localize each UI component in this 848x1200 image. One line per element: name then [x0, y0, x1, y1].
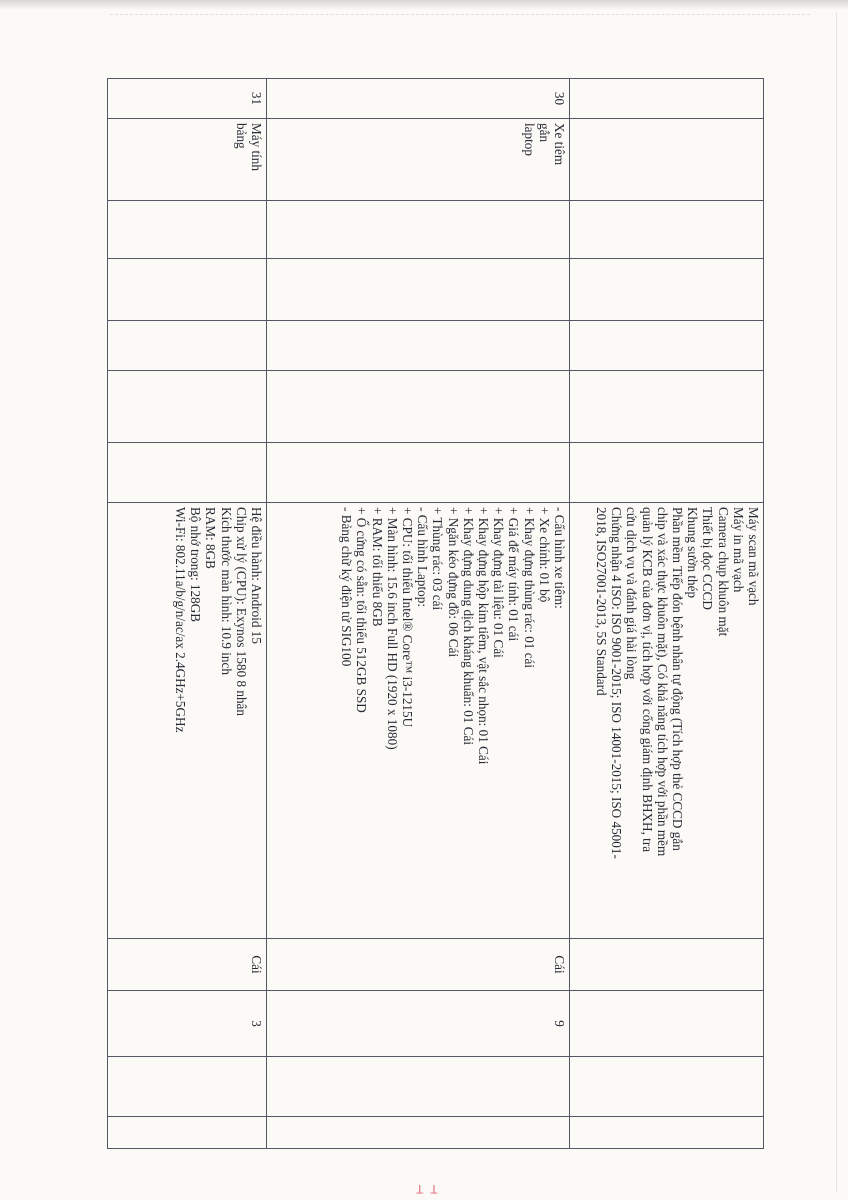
empty-cell	[570, 443, 764, 503]
stt-cell: 31	[108, 79, 267, 119]
description-line: - Bảng chữ ký điện tử SIG100	[339, 507, 355, 667]
unit-cell: Cái	[267, 939, 570, 991]
unit-cell	[570, 939, 764, 991]
description-line: Camera chụp khuôn mặt	[715, 507, 731, 637]
description-cell	[267, 503, 570, 939]
table-row	[570, 79, 764, 1149]
description-line: - Cấu hình xe tiêm:	[552, 507, 567, 609]
description-cell	[108, 503, 267, 939]
description-line: + Ổ cứng có sẵn: tối thiểu 512GB SSD	[354, 507, 370, 713]
stamp-text: T T	[414, 1182, 438, 1196]
empty-cell	[570, 371, 764, 443]
equipment-spec-table	[107, 78, 764, 1149]
empty-cell	[267, 201, 570, 259]
scan-noise-line	[110, 14, 810, 17]
empty-cell	[108, 1117, 267, 1149]
stt-cell	[570, 79, 764, 119]
description-line: + Màn hình: 15.6 inch Full HD (1920 x 1080)	[384, 507, 400, 750]
description-line: Phần mềm Tiếp đón bệnh nhân tự động (Tích hợp thẻ CCCD gắn	[669, 507, 685, 851]
description-line: + Ngăn kéo đựng đồ: 06 Cái	[445, 507, 461, 658]
item-name-line: laptop	[521, 123, 537, 156]
description-line: cứu dịch vụ và đánh giá hài lòng	[624, 507, 640, 680]
empty-cell	[570, 321, 764, 371]
description-line: + RAM: tối thiểu 8GB	[369, 507, 385, 627]
quantity-cell: 9	[267, 991, 570, 1057]
empty-cell	[267, 321, 570, 371]
empty-cell	[267, 1117, 570, 1149]
empty-cell	[570, 1117, 764, 1149]
description-line: + Xe chính: 01 bộ	[536, 507, 552, 603]
empty-cell	[570, 1057, 764, 1117]
table-row	[267, 79, 570, 1149]
description-line: Chứng nhận 4 ISO: ISO 9001-2015; ISO 14001-2015; ISO 45001-	[609, 507, 625, 859]
empty-cell	[570, 259, 764, 321]
empty-cell	[108, 321, 267, 371]
description-line: 2018, ISO27001-2013, 5S Standard	[593, 507, 609, 696]
description-line: Kích thước màn hình: 10.9 inch	[218, 507, 234, 675]
empty-cell	[108, 371, 267, 443]
item-name-line: bảng	[233, 123, 249, 149]
item-name-line: Xe tiêm	[552, 123, 567, 166]
item-name-line: Máy tính	[249, 123, 264, 171]
unit-cell: Cái	[108, 939, 267, 991]
red-stamp-fragment	[414, 1182, 554, 1200]
description-line: + Khay đựng hộp kim tiêm, vật sắc nhọn: 01 Cái	[475, 507, 491, 765]
description-line: + Khay đựng tài liệu: 01 Cái	[491, 507, 507, 658]
item-name-line: gắn	[536, 123, 552, 143]
empty-cell	[108, 1057, 267, 1117]
description-line: RAM: 8GB	[203, 507, 219, 569]
stt-cell: 30	[267, 79, 570, 119]
table-row	[108, 79, 267, 1149]
item-name-cell	[570, 119, 764, 201]
description-line: Máy scan mã vạch	[746, 507, 761, 606]
item-name-cell	[267, 119, 570, 201]
item-name-cell	[108, 119, 267, 201]
description-line: Hệ điều hành: Android 15	[249, 507, 264, 644]
description-line: chip và xác thực khuôn mặt), Có khả năng tích hợp với phần mềm	[654, 507, 670, 857]
empty-cell	[267, 259, 570, 321]
description-line: Thiết bị đọc CCCD	[700, 507, 716, 610]
description-line: Chip xử lý (CPU): Exynos 1580 8 nhân	[233, 507, 249, 716]
description-line: Bộ nhớ trong: 128GB	[188, 507, 204, 623]
rotated-table-container	[108, 78, 764, 1148]
description-line: Máy in mã vạch	[730, 507, 746, 593]
empty-cell	[570, 201, 764, 259]
description-line: + Khay đựng dung dịch kháng khuẩn: 01 Cái	[460, 507, 476, 746]
description-line: Wi-Fi: 802.11a/b/g/n/ac/ax 2.4GHz+5GHz	[172, 507, 188, 733]
description-line: + Khay đựng thùng rác: 01 cái	[521, 507, 537, 669]
scan-right-shadow	[836, 12, 837, 1192]
description-line: + Giá để máy tính: 01 cái	[506, 507, 522, 642]
empty-cell	[108, 201, 267, 259]
description-line: - Cấu hình Laptop:	[415, 507, 431, 607]
empty-cell	[108, 259, 267, 321]
description-line: + CPU: tối thiểu Intel® Core™ i3-1215U	[399, 507, 415, 728]
scan-top-edge	[0, 0, 848, 10]
empty-cell	[267, 1057, 570, 1117]
description-line: Khung sườn thép	[685, 507, 701, 599]
description-line: quản lý KCB của đơn vị, tích hợp với cổng giám định BHXH, tra	[639, 507, 655, 853]
quantity-cell: 3	[108, 991, 267, 1057]
empty-cell	[267, 443, 570, 503]
quantity-cell	[570, 991, 764, 1057]
description-line: + Thùng rác: 03 cái	[430, 507, 446, 611]
description-cell	[570, 503, 764, 939]
empty-cell	[267, 371, 570, 443]
empty-cell	[108, 443, 267, 503]
